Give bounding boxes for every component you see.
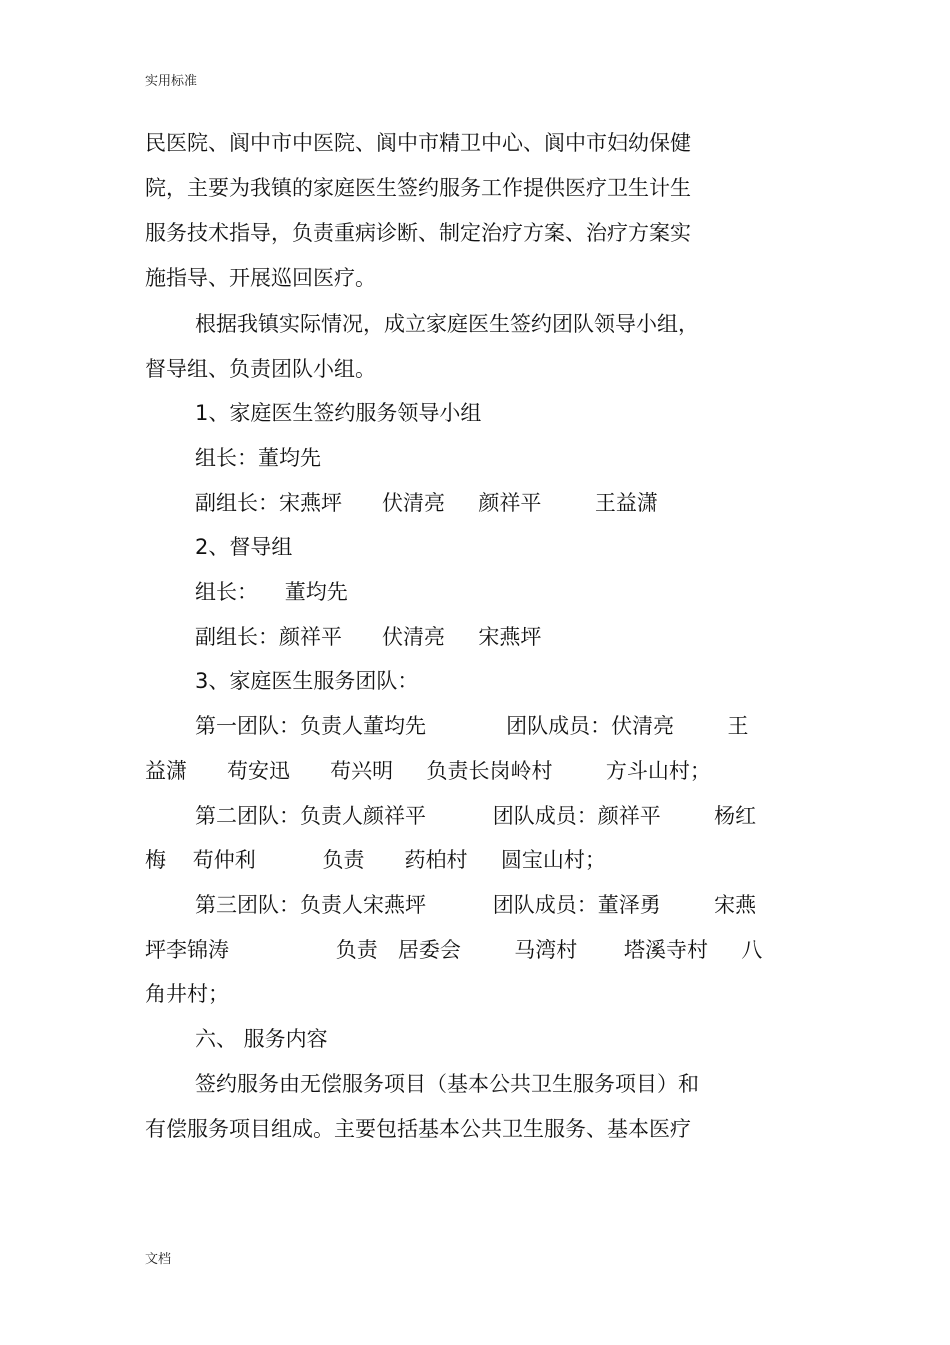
page-header: 实用标准 — [145, 74, 198, 89]
text-line: 角井村； — [145, 982, 229, 1006]
text-line: 六、 服务内容 — [195, 1027, 328, 1051]
text-line: 组长： 董均先 — [195, 580, 348, 604]
text-line: 梅 苟仲利 负责 药柏村 圆宝山村； — [145, 848, 606, 872]
text-line: 组长：董均先 — [195, 446, 321, 470]
text-line: 有偿服务项目组成。主要包括基本公共卫生服务、基本医疗 — [145, 1117, 691, 1141]
text-line: 施指导、开展巡回医疗。 — [145, 266, 376, 290]
text-line: 2、督导组 — [195, 535, 293, 559]
text-line: 1、家庭医生签约服务领导小组 — [195, 401, 482, 425]
text-line: 第一团队：负责人董均先 团队成员：伏清亮 王 — [195, 714, 749, 738]
text-line: 第二团队：负责人颜祥平 团队成员：颜祥平 杨红 — [195, 804, 757, 828]
text-line: 益潇 苟安迅 苟兴明 负责长岗岭村 方斗山村； — [145, 759, 711, 783]
text-line: 民医院、阆中市中医院、阆中市精卫中心、阆中市妇幼保健 — [145, 131, 691, 155]
text-line: 副组长：颜祥平 伏清亮 宋燕坪 — [195, 625, 542, 649]
text-line: 根据我镇实际情况，成立家庭医生签约团队领导小组， — [195, 312, 699, 336]
text-line: 第三团队：负责人宋燕坪 团队成员：董泽勇 宋燕 — [195, 893, 757, 917]
page-footer: 文档 — [145, 1252, 172, 1267]
text-line: 院，主要为我镇的家庭医生签约服务工作提供医疗卫生计生 — [145, 176, 691, 200]
text-line: 督导组、负责团队小组。 — [145, 357, 376, 381]
text-line: 副组长：宋燕坪 伏清亮 颜祥平 王益潇 — [195, 491, 658, 515]
text-line: 服务技术指导，负责重病诊断、制定治疗方案、治疗方案实 — [145, 221, 691, 245]
text-line: 签约服务由无偿服务项目（基本公共卫生服务项目）和 — [195, 1072, 699, 1096]
text-line: 3、家庭医生服务团队： — [195, 669, 419, 693]
text-line: 坪李锦涛 负责 居委会 马湾村 塔溪寺村 八 — [145, 938, 763, 962]
